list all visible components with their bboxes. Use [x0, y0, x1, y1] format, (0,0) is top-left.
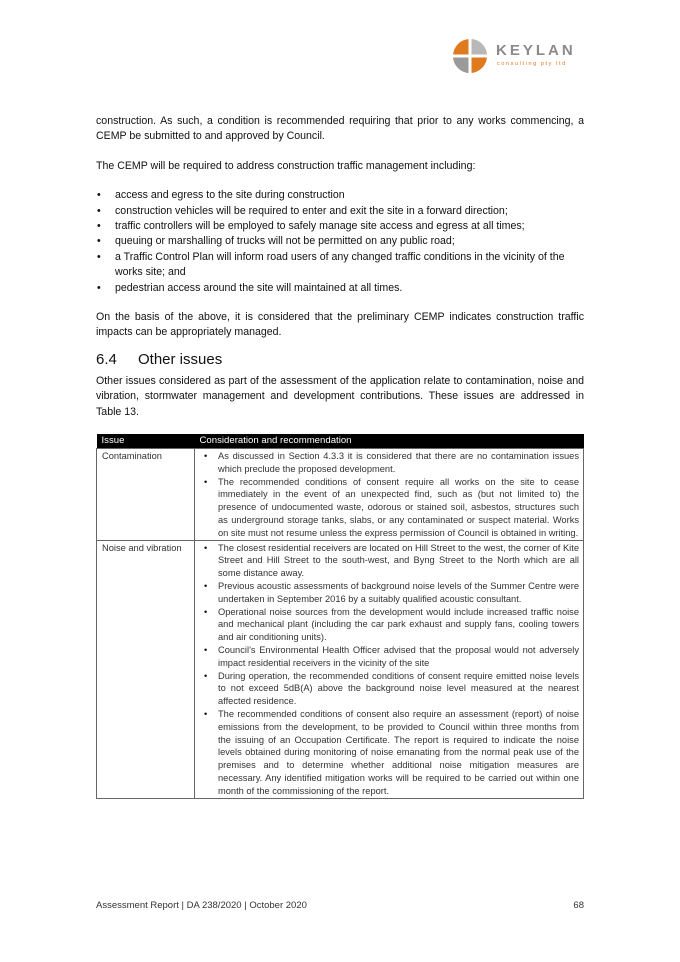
list-item: • The recommended conditions of consent also require an assessment (report) of noise emissions from the development, to be provided to Council within three months from the issuing of an Occupation Certificate. The report is required to indicate the noise levels obtained during monitoring of noise emanating from the normal peak use of the premises and to determine whether additional noise mitigation measures are necessary. Any identified mitigation works will be required to be carried out within one month of the commissioning of the report.	[200, 708, 579, 798]
table-row	[97, 540, 584, 798]
issue-cell: Noise and vibration	[97, 540, 195, 798]
paragraph-cemp-intro: The CEMP will be required to address construction traffic management including:	[96, 159, 476, 172]
list-item: • Council’s Environmental Health Officer advised that the proposal would not adversely impact residential receivers in the vicinity of the site	[200, 644, 579, 670]
list-item: • a Traffic Control Plan will inform road users of any changed traffic conditions in the vicinity of the works site; and	[96, 250, 584, 281]
list-item: • The closest residential receivers are located on Hill Street to the west, the corner of Kite Street and Hill Street to the south-west, and Byng Street to the North which are all some distance away.	[200, 542, 579, 580]
paragraph-cemp-condition: construction. As such, a condition is recommended requiring that prior to any works commencing, a CEMP be submitted to and approved by Council.	[96, 115, 584, 143]
list-item: • Operational noise sources from the development would include increased traffic noise and mechanical plant (including the car park exhaust and supply fans, cooling towers and air conditioning units).	[200, 606, 579, 644]
consideration-cell	[195, 449, 584, 541]
column-header-consideration: Consideration and recommendation	[195, 434, 584, 449]
traffic-management-list	[96, 188, 584, 296]
section-number: 6.4	[96, 350, 117, 368]
list-item: • The recommended conditions of consent require all works on the site to cease immediately in the event of an unexpected find, such as (but not limited to) the presence of undocumented waste, odorous or stained soil, asbestos, structures such as underground storage tanks, slabs, or any contaminated or suspect material. Works on site must not resume unless the express permission of Council is obtained in writing.	[200, 476, 579, 540]
list-item: • Previous acoustic assessments of background noise levels of the Summer Centre were undertaken in September 2016 by a suitably qualified acoustic consultant.	[200, 580, 579, 606]
section-title: Other issues	[138, 350, 223, 368]
table-header-row	[97, 434, 584, 449]
keylan-logo	[452, 38, 592, 78]
issue-cell: Contamination	[97, 449, 195, 541]
paragraph-other-issues: Other issues considered as part of the assessment of the application relate to contamination, noise and vibration, stormwater management and development contributions. These issues are addressed in Table 13.	[96, 374, 584, 418]
column-header-issue: Issue	[97, 434, 195, 449]
footer-text: Assessment Report | DA 238/2020 | October 2020	[96, 900, 307, 911]
page-number: 68	[573, 900, 584, 911]
list-item: • As discussed in Section 4.3.3 it is considered that there are no contamination issues which preclude the proposed development.	[200, 450, 579, 476]
logo-wordmark: KEYLAN	[496, 42, 576, 59]
page-footer	[96, 900, 584, 911]
logo-tagline: consulting pty ltd	[497, 61, 567, 67]
list-item: • queuing or marshalling of trucks will not be permitted on any public road;	[96, 234, 584, 249]
list-item: • construction vehicles will be required to enter and exit the site in a forward direction;	[96, 204, 584, 219]
consideration-cell	[195, 540, 584, 798]
paragraph-cemp-conclusion: On the basis of the above, it is considered that the preliminary CEMP indicates construction traffic impacts can be appropriately managed.	[96, 311, 584, 339]
list-item: • pedestrian access around the site will maintained at all times.	[96, 281, 584, 296]
page-content	[96, 114, 584, 799]
issues-table	[96, 434, 584, 799]
list-item: • access and egress to the site during construction	[96, 188, 584, 203]
list-item: • traffic controllers will be employed to safely manage site access and egress at all times;	[96, 219, 584, 234]
list-item: • During operation, the recommended conditions of consent require emitted noise levels to not exceed 5dB(A) above the background noise level measured at the nearest affected residence.	[200, 670, 579, 708]
logo-mark-icon	[452, 38, 488, 74]
section-heading	[96, 350, 584, 370]
table-row	[97, 449, 584, 541]
